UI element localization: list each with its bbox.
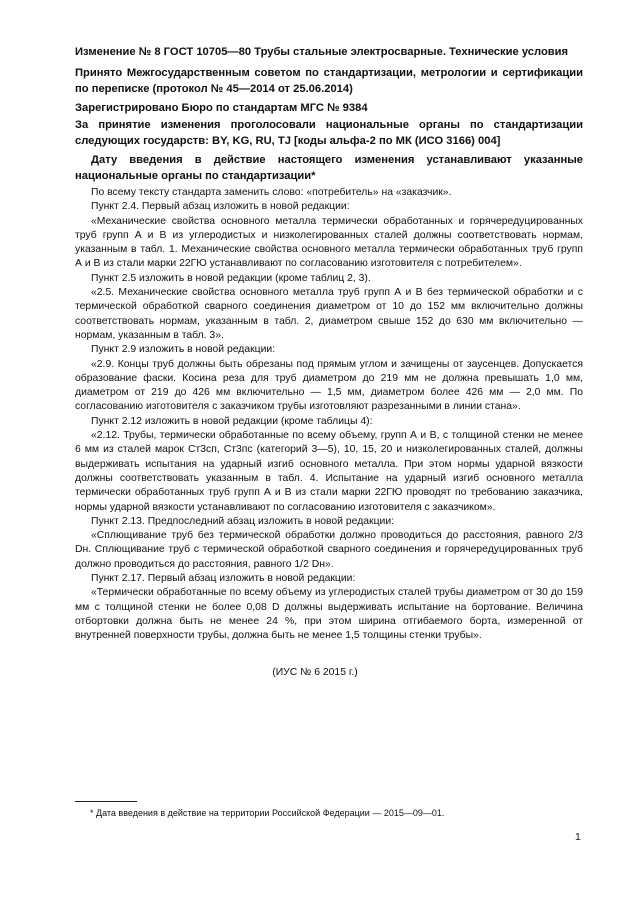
body-paragraph: Пункт 2.13. Предпоследний абзац изложить в новой редакции: xyxy=(91,515,395,527)
voting-statement: За принятие изменения проголосовали национальные органы по стандартизации следующих государств: BY, KG, RU, TJ [коды альфа-2 по МК (ИСО 3166) 004] xyxy=(75,119,583,147)
registration-statement: Зарегистрировано Бюро по стандартам МГС № 9384 xyxy=(75,102,368,114)
ius-reference: (ИУС № 6 2015 г.) xyxy=(272,667,358,678)
body-paragraph: Пункт 2.9 изложить в новой редакции: xyxy=(91,344,276,356)
body-paragraph: По всему тексту стандарта заменить слово: «потребитель» на «заказчик». xyxy=(91,187,452,198)
body-paragraph: «2.12. Трубы, термически обработанные по всему объему, групп А и В, с толщиной стенки не менее 6 мм из сталей марок Ст3сп, Ст3пс (категорий 3—5), 10, 15, 20 и низколегированных сталей, должны выдерживать испытания на ударный изгиб основного металла. При этом нормы ударной вязкости должны соответствовать указанным в табл. 4. Испытание на ударный изгиб основного металла термически обработанных труб групп А и В из стали марки 22ГЮ проводят по требованию заказчика, нормы ударной вязкости устанавливают по согласованию изготовителя с заказчиком». xyxy=(75,430,583,513)
body-paragraph: «2.5. Механические свойства основного металла труб групп А и В без термической обработки и с термической обработкой сварного соединения диаметром от 10 до 152 мм включительно должны соответствовать нормам, указанным в табл. 2, диаметром свыше 152 до 630 мм включительно — нормам, указанным в табл. 3». xyxy=(75,287,583,341)
body-paragraph: «Сплющивание труб без термической обработки должно проводиться до расстояния, равного 2/3 Dн. Сплющивание труб с термической обработкой сварного соединения и горячередуцированных труб должно проводиться до расстояния, равного 1/2 Dн». xyxy=(75,530,583,570)
body-paragraph: «Термически обработанные по всему объему из углеродистых сталей трубы диаметром от 30 до 159 мм с толщиной стенки не более 0,08 D должны выдерживать испытание на бортование. Величина отбортовки должна быть не менее 24 %, при этом ширина отгибаемого борта, измеренной от внутренней поверхности трубы, должна быть не менее 1,5 толщины стенки трубы». xyxy=(75,587,583,642)
footnote-divider xyxy=(75,801,137,802)
body-paragraph: «2.9. Концы труб должны быть обрезаны под прямым углом и зачищены от заусенцев. Допускается образование фаски. Косина реза для труб диаметром до 219 мм не должна превышать 1,0 мм, диаметром от 219 до 426 мм включительно — 1,5 мм, диаметром более 426 мм — 2,0 мм. По согласованию изготовителя с заказчиком трубы изготовляют разрезанными в линии стана». xyxy=(75,358,583,413)
page-number: 1 xyxy=(575,832,581,843)
body-paragraph: Пункт 2.5 изложить в новой редакции (кроме таблиц 2, 3). xyxy=(91,272,371,284)
body-paragraph: Пункт 2.4. Первый абзац изложить в новой редакции: xyxy=(91,201,350,213)
amendment-body xyxy=(75,186,583,644)
adoption-statement: Принято Межгосударственным советом по стандартизации, метрологии и сертификации по переписке (протокол № 45—2014 от 25.06.2014) xyxy=(75,67,583,95)
body-paragraph: Пункт 2.17. Первый абзац изложить в новой редакции: xyxy=(91,573,356,585)
body-paragraph: Пункт 2.12 изложить в новой редакции (кроме таблицы 4): xyxy=(91,415,373,427)
amendment-title: Изменение № 8 ГОСТ 10705—80 Трубы стальные электросварные. Технические условия xyxy=(75,46,569,58)
effective-date-statement: Дату введения в действие настоящего изменения устанавливают указанные национальные органы по стандартизации* xyxy=(75,154,583,182)
footnote: * Дата введения в действие на территории Российской Федерации — 2015—09—01. xyxy=(90,808,445,818)
body-paragraph: «Механические свойства основного металла термически обработанных и горячередуцированных труб групп А и В из углеродистых и низколегированных сталей должны соответствовать нормам, указанным в табл. 1. Механические свойства основного металла термически обработанных труб групп А и В из стали марки 22ГЮ устанавливают по согласованию изготовителя с потребителем». xyxy=(75,215,583,270)
